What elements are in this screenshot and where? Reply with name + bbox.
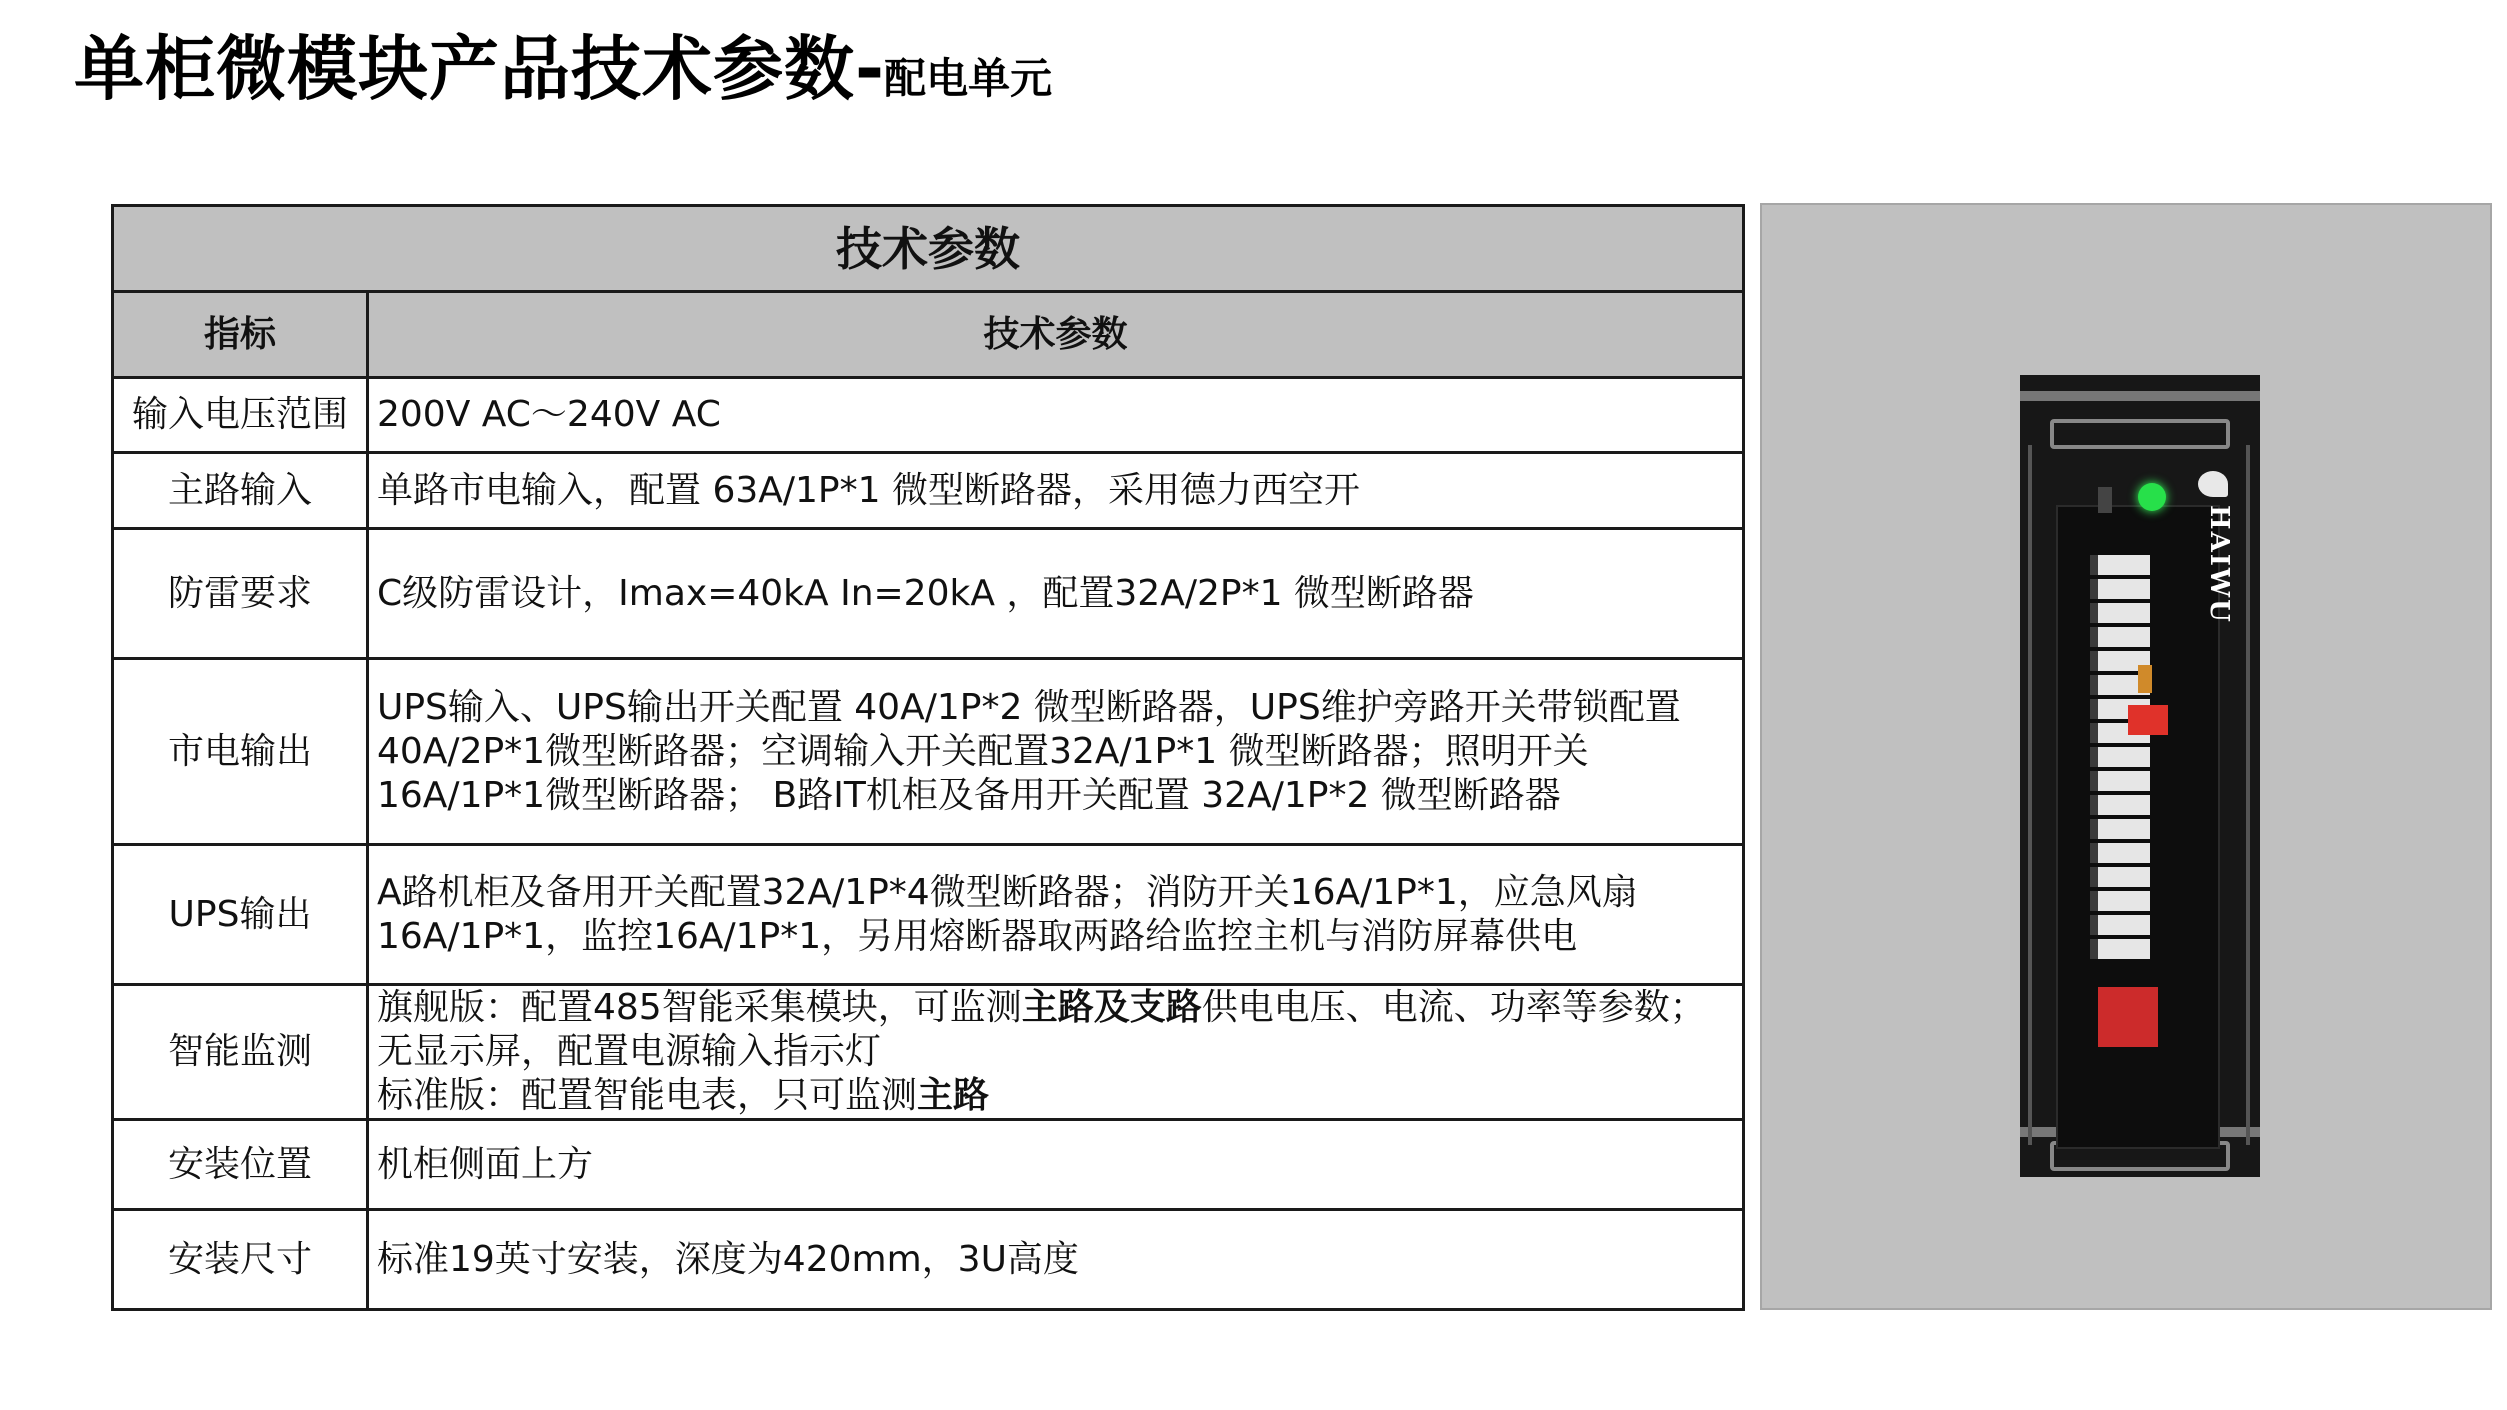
row-value [368,1210,1744,1310]
row-key: 安装位置 [113,1120,368,1210]
table-row [113,659,1744,845]
row-key: 防雷要求 [113,529,368,659]
bold-text-segment: 主路 [917,1075,990,1116]
power-distribution-unit-photo [2020,375,2260,1177]
row-value-line: 16A/1P*1，监控16A/1P*1，另用熔断器取两路给监控主机与消防屏幕供电 [377,915,1578,957]
row-key: UPS输出 [113,845,368,985]
breaker-icon [2090,795,2150,815]
top-handle [2050,419,2230,449]
table-row [113,1210,1744,1310]
power-indicator-icon [2138,483,2166,511]
cable [2246,445,2250,1145]
row-value [368,453,1744,529]
breaker-icon [2090,747,2150,767]
row-key: 主路输入 [113,453,368,529]
breaker-icon [2090,579,2150,599]
breaker-icon [2090,627,2150,647]
row-value-line: 40A/2P*1微型断路器；空调输入开关配置32A/1P*1 微型断路器；照明开关 [377,730,1589,772]
page-title [74,28,1053,110]
table-header-row [113,292,1744,378]
row-value-line: A路机柜及备用开关配置32A/1P*4微型断路器；消防开关16A/1P*1，应急风扇 [377,871,1638,913]
page-title-main: 单柜微模块产品技术参数 [74,28,855,110]
text-segment: 旗舰版：配置485智能采集模块，可监测 [377,987,1022,1028]
table-caption: 技术参数 [113,206,1744,292]
product-photo-panel [1760,203,2492,1310]
breaker-icon [2090,603,2150,623]
breaker-icon [2090,915,2150,935]
row-key: 市电输出 [113,659,368,845]
row-value-line [377,986,1734,1030]
lockout-tag-icon [2128,705,2168,735]
row-value-line: UPS输入、UPS输出开关配置 40A/1P*2 微型断路器，UPS维护旁路开关带锁配置 [377,686,1681,728]
spec-table [111,204,1745,1311]
row-value-line: 机柜侧面上方 [377,1143,594,1185]
top-rail [2020,391,2260,401]
padlock-icon [2138,665,2152,693]
row-value-line [377,1074,1734,1118]
row-key: 安装尺寸 [113,1210,368,1310]
breaker-icon [2090,843,2150,863]
table-row [113,845,1744,985]
brand-logo-icon [2198,471,2228,497]
row-key: 智能监测 [113,985,368,1120]
row-key: 输入电压范围 [113,378,368,453]
row-value [368,1120,1744,1210]
brand-label: HAIWU [2204,505,2234,624]
row-value-line: 标准19英寸安装，深度为420mm，3U高度 [377,1238,1079,1280]
row-value [368,985,1744,1120]
page-title-sub: 配电单元 [884,54,1053,103]
row-value-line: 无显示屏，配置电源输入指示灯 [377,1031,882,1072]
row-value-line: 200V AC～240V AC [377,394,721,435]
table-row [113,378,1744,453]
header-parameters: 技术参数 [368,292,1744,378]
page-title-dash: - [855,28,885,110]
row-value [368,378,1744,453]
breaker-icon [2090,555,2150,575]
table-row [113,985,1744,1120]
breaker-icon [2090,939,2150,959]
breaker-icon [2090,891,2150,911]
cable [2028,445,2032,1145]
text-segment: 标准版：配置智能电表，只可监测 [377,1075,918,1116]
breaker-icon [2090,819,2150,839]
table-row [113,529,1744,659]
breaker-icon [2090,771,2150,791]
usb-port-icon [2098,487,2112,513]
row-value-line: C级防雷设计，Imax=40kA In=20kA ，配置32A/2P*1 微型断路器 [377,572,1474,614]
bold-text-segment: 主路及支路 [1021,987,1202,1028]
table-row [113,453,1744,529]
surge-protector-icon [2098,987,2158,1047]
row-value-line: 单路市电输入，配置 63A/1P*1 微型断路器，采用德力西空开 [377,469,1360,511]
row-value [368,529,1744,659]
table-row [113,1120,1744,1210]
text-segment: 供电电压、电流、功率等参数； [1201,987,1706,1028]
table-caption-row [113,206,1744,292]
row-value [368,845,1744,985]
row-value-line: 16A/1P*1微型断路器； B路IT机柜及备用开关配置 32A/1P*2 微型断路器 [377,774,1561,816]
breaker-icon [2090,867,2150,887]
row-value [368,659,1744,845]
header-indicator: 指标 [113,292,368,378]
